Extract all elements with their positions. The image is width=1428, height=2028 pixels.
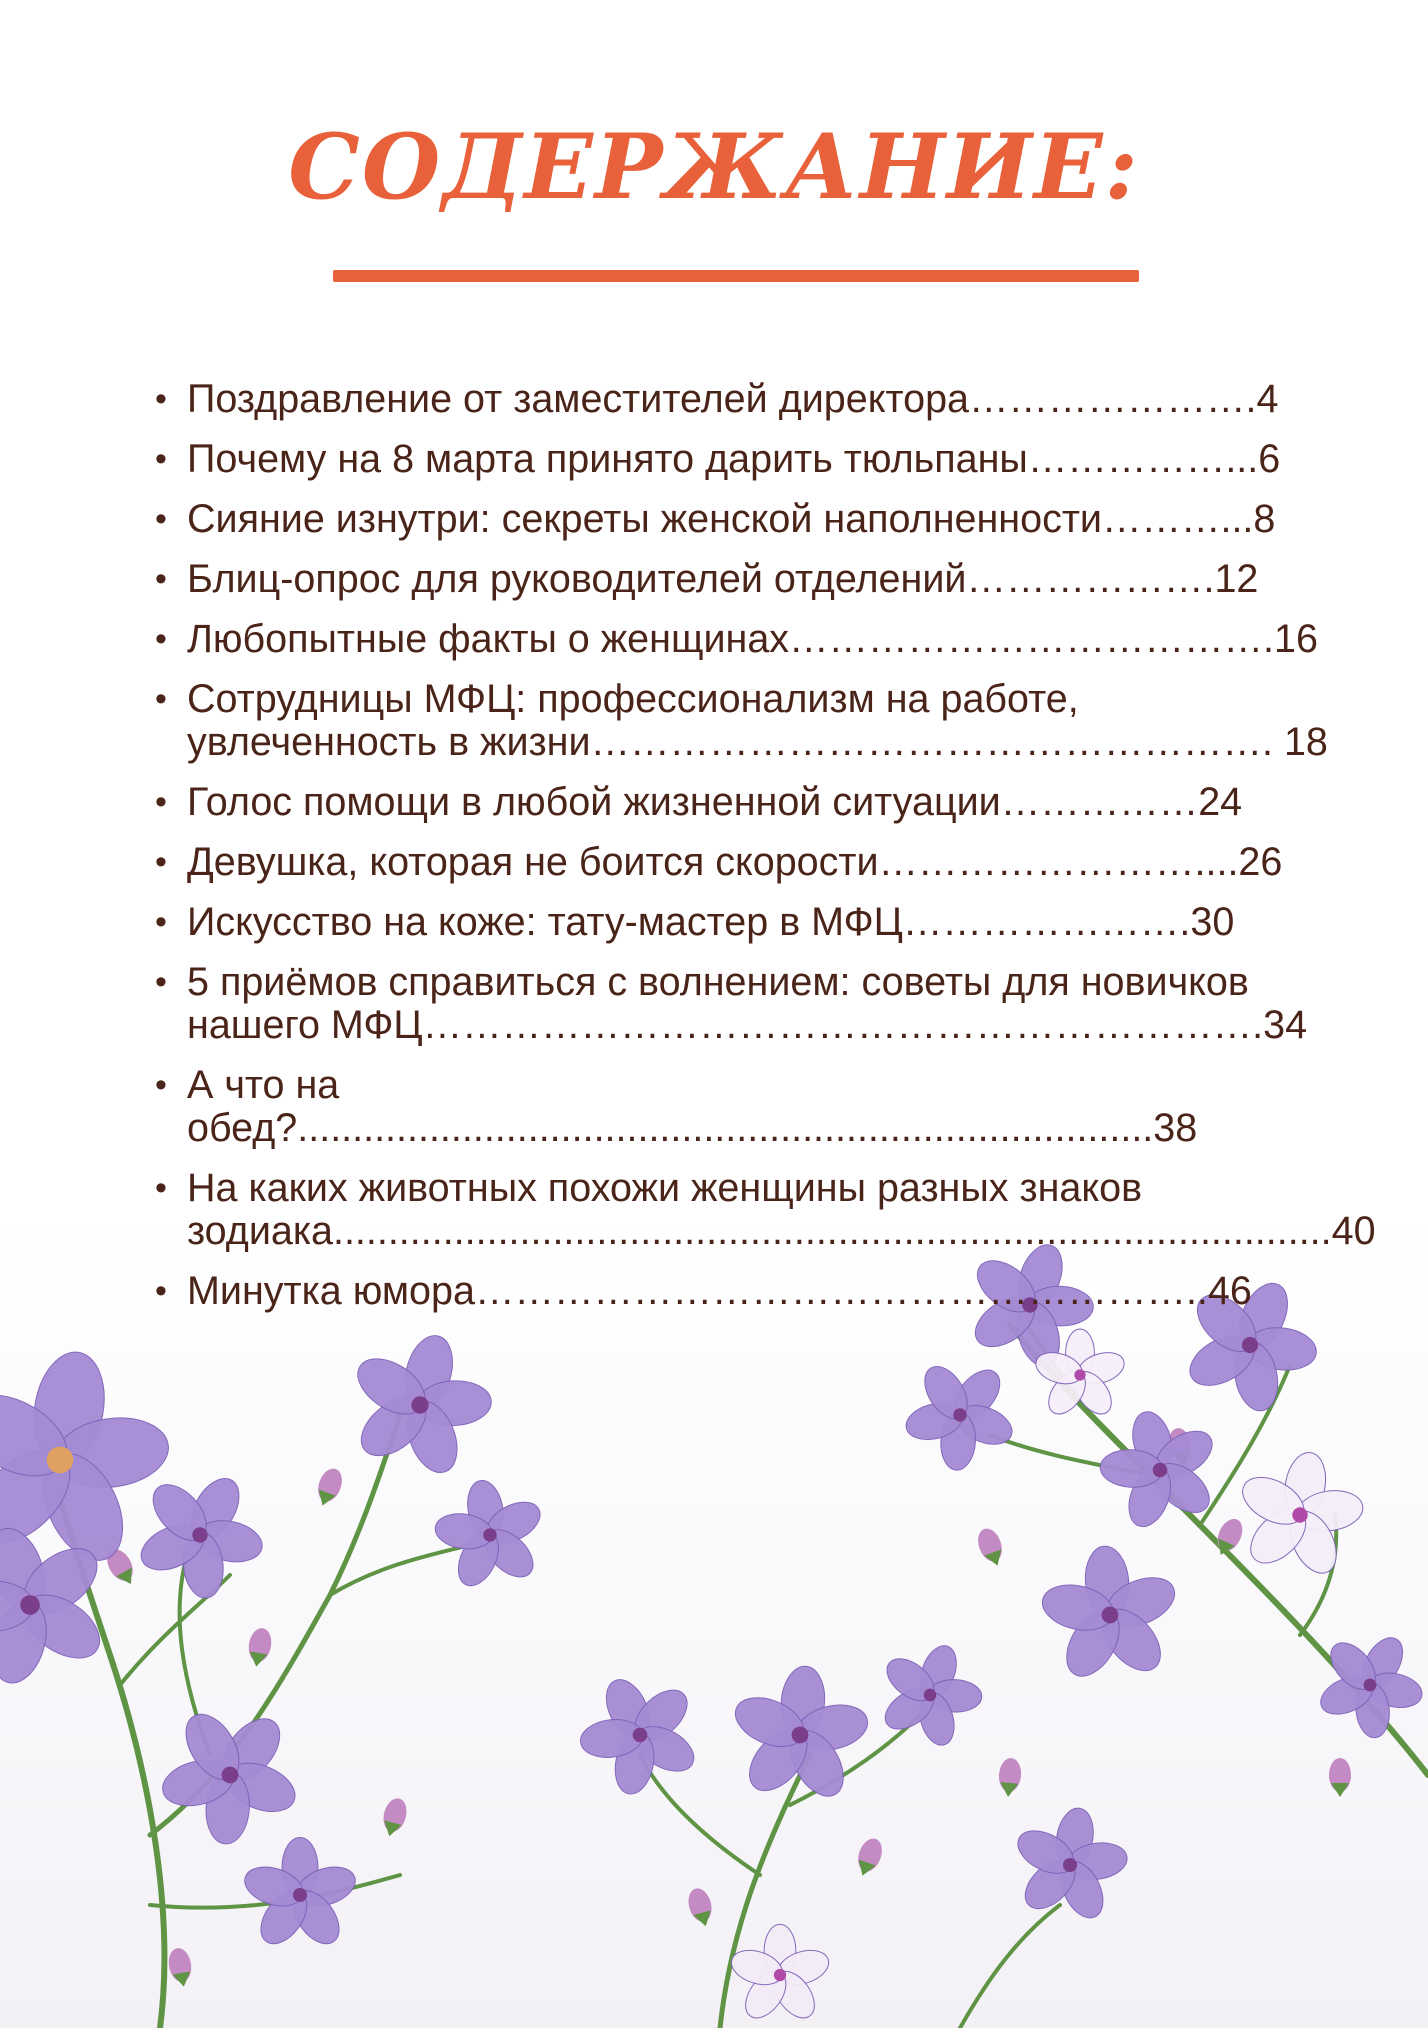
toc-entry-text: Минутка юмора………………………………………………..46 (187, 1269, 1252, 1313)
bullet-icon: • (155, 843, 167, 881)
toc-entry (155, 618, 1335, 661)
toc-entry (155, 1270, 1335, 1313)
toc-entry (155, 498, 1335, 541)
bullet-icon: • (155, 560, 167, 598)
toc-entry-text: Сотрудницы МФЦ: профессионализм на работе, увлеченность в жизни……………………………………………. 18 (187, 677, 1328, 764)
bullet-icon: • (155, 1272, 167, 1310)
toc-entry-text: Искусство на коже: тату-мастер в МФЦ………………….30 (187, 900, 1235, 944)
page-title: СОДЕРЖАНИЕ: (288, 114, 1140, 220)
toc-entry (155, 678, 1335, 764)
bullet-icon: • (155, 680, 167, 718)
toc-entry (155, 378, 1335, 421)
bullet-icon: • (155, 620, 167, 658)
toc-entry-text: Голос помощи в любой жизненной ситуации……………24 (187, 780, 1243, 824)
toc-entry-text: Блиц-опрос для руководителей отделений……………….12 (187, 557, 1259, 601)
toc-entry (155, 901, 1335, 944)
bullet-icon: • (155, 500, 167, 538)
bullet-icon: • (155, 440, 167, 478)
toc-entry-text: Сияние изнутри: секреты женской наполненности………...8 (187, 497, 1276, 541)
toc-entry (155, 558, 1335, 601)
violet-flowers-image (0, 1215, 1428, 2028)
bullet-icon: • (155, 1066, 167, 1104)
title-underline (333, 270, 1139, 282)
bullet-icon: • (155, 380, 167, 418)
toc-entry (155, 1166, 1376, 1253)
toc-entry-text: На каких животных похожи женщины разных знаков зодиака...........................................................................................40 (187, 1166, 1376, 1253)
table-of-contents (155, 377, 1376, 1330)
toc-entry-text: Поздравление от заместителей директора………………….4 (187, 377, 1279, 421)
toc-entry-text: Любопытные факты о женщинах……………………………….16 (187, 617, 1318, 661)
bullet-icon: • (155, 963, 167, 1001)
bullet-icon: • (155, 903, 167, 941)
toc-entry (155, 781, 1335, 824)
toc-entry-text: А что на обед?..............................................................................38 (187, 1063, 1198, 1150)
toc-entry-text: Почему на 8 марта принято дарить тюльпаны……………...6 (187, 437, 1281, 481)
toc-entry-text: Девушка, которая не боится скорости……………………....26 (187, 840, 1283, 884)
toc-entry (155, 961, 1335, 1047)
toc-entry (155, 1064, 1335, 1150)
bullet-icon: • (155, 1169, 167, 1207)
toc-entry (155, 841, 1335, 884)
toc-entry-text: 5 приёмов справиться с волнением: советы для новичков нашего МФЦ……………………………………………………….34 (187, 960, 1308, 1047)
toc-entry (155, 438, 1335, 481)
bullet-icon: • (155, 783, 167, 821)
